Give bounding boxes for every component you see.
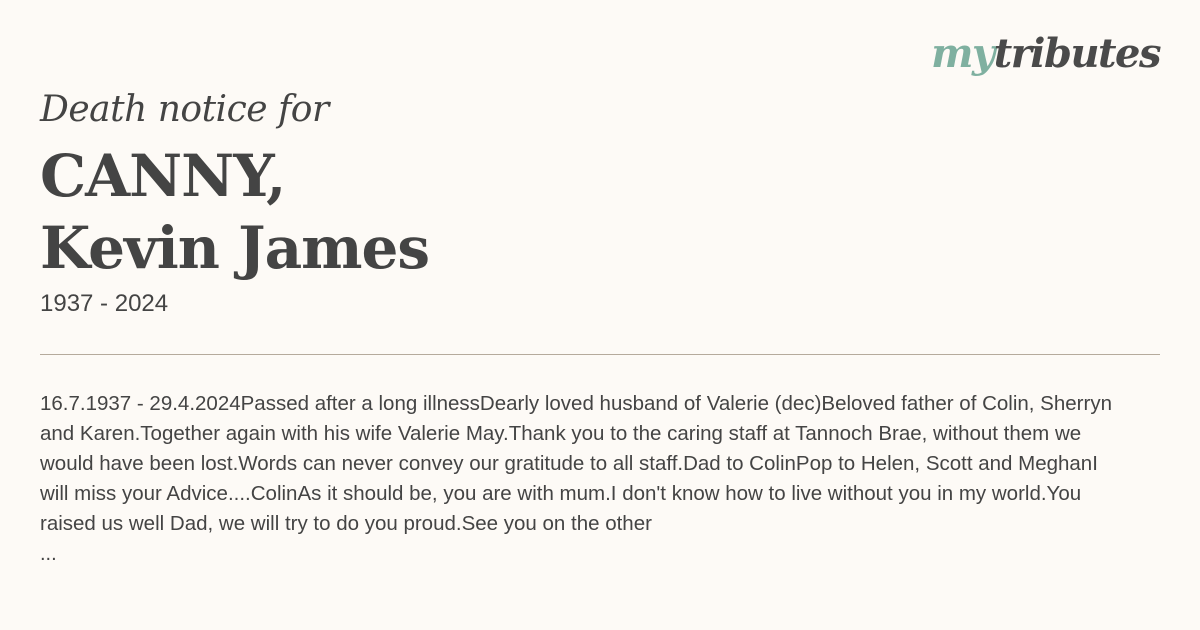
deceased-name	[40, 140, 429, 284]
logo-tributes: tributes	[993, 30, 1160, 77]
life-years: 1937 - 2024	[40, 290, 169, 317]
notice-text: 16.7.1937 - 29.4.2024Passed after a long illnessDearly loved husband of Valerie (dec)Beloved father of Colin, Sherryn and Karen.Together again with his wife Valerie May.Thank you to the caring staff at Tannoch Brae, without them we would have been lost.Words can never convey our gratitude to all staff.Dad to ColinPop to Helen, Scott and MeghanI will miss your Advice....ColinAs it should be, you are with mum.I don't know how to live without you in my world.You raised us well Dad, we will try to do you proud.See you on the other	[40, 392, 1112, 535]
deceased-surname: CANNY,	[40, 142, 286, 210]
divider	[40, 354, 1160, 355]
mytributes-logo[interactable]	[931, 30, 1160, 77]
notice-body	[40, 389, 1115, 569]
deceased-given-names: Kevin James	[40, 214, 430, 282]
notice-truncation: ...	[40, 543, 57, 565]
notice-type-label: Death notice for	[40, 89, 329, 130]
logo-my: my	[931, 30, 994, 77]
